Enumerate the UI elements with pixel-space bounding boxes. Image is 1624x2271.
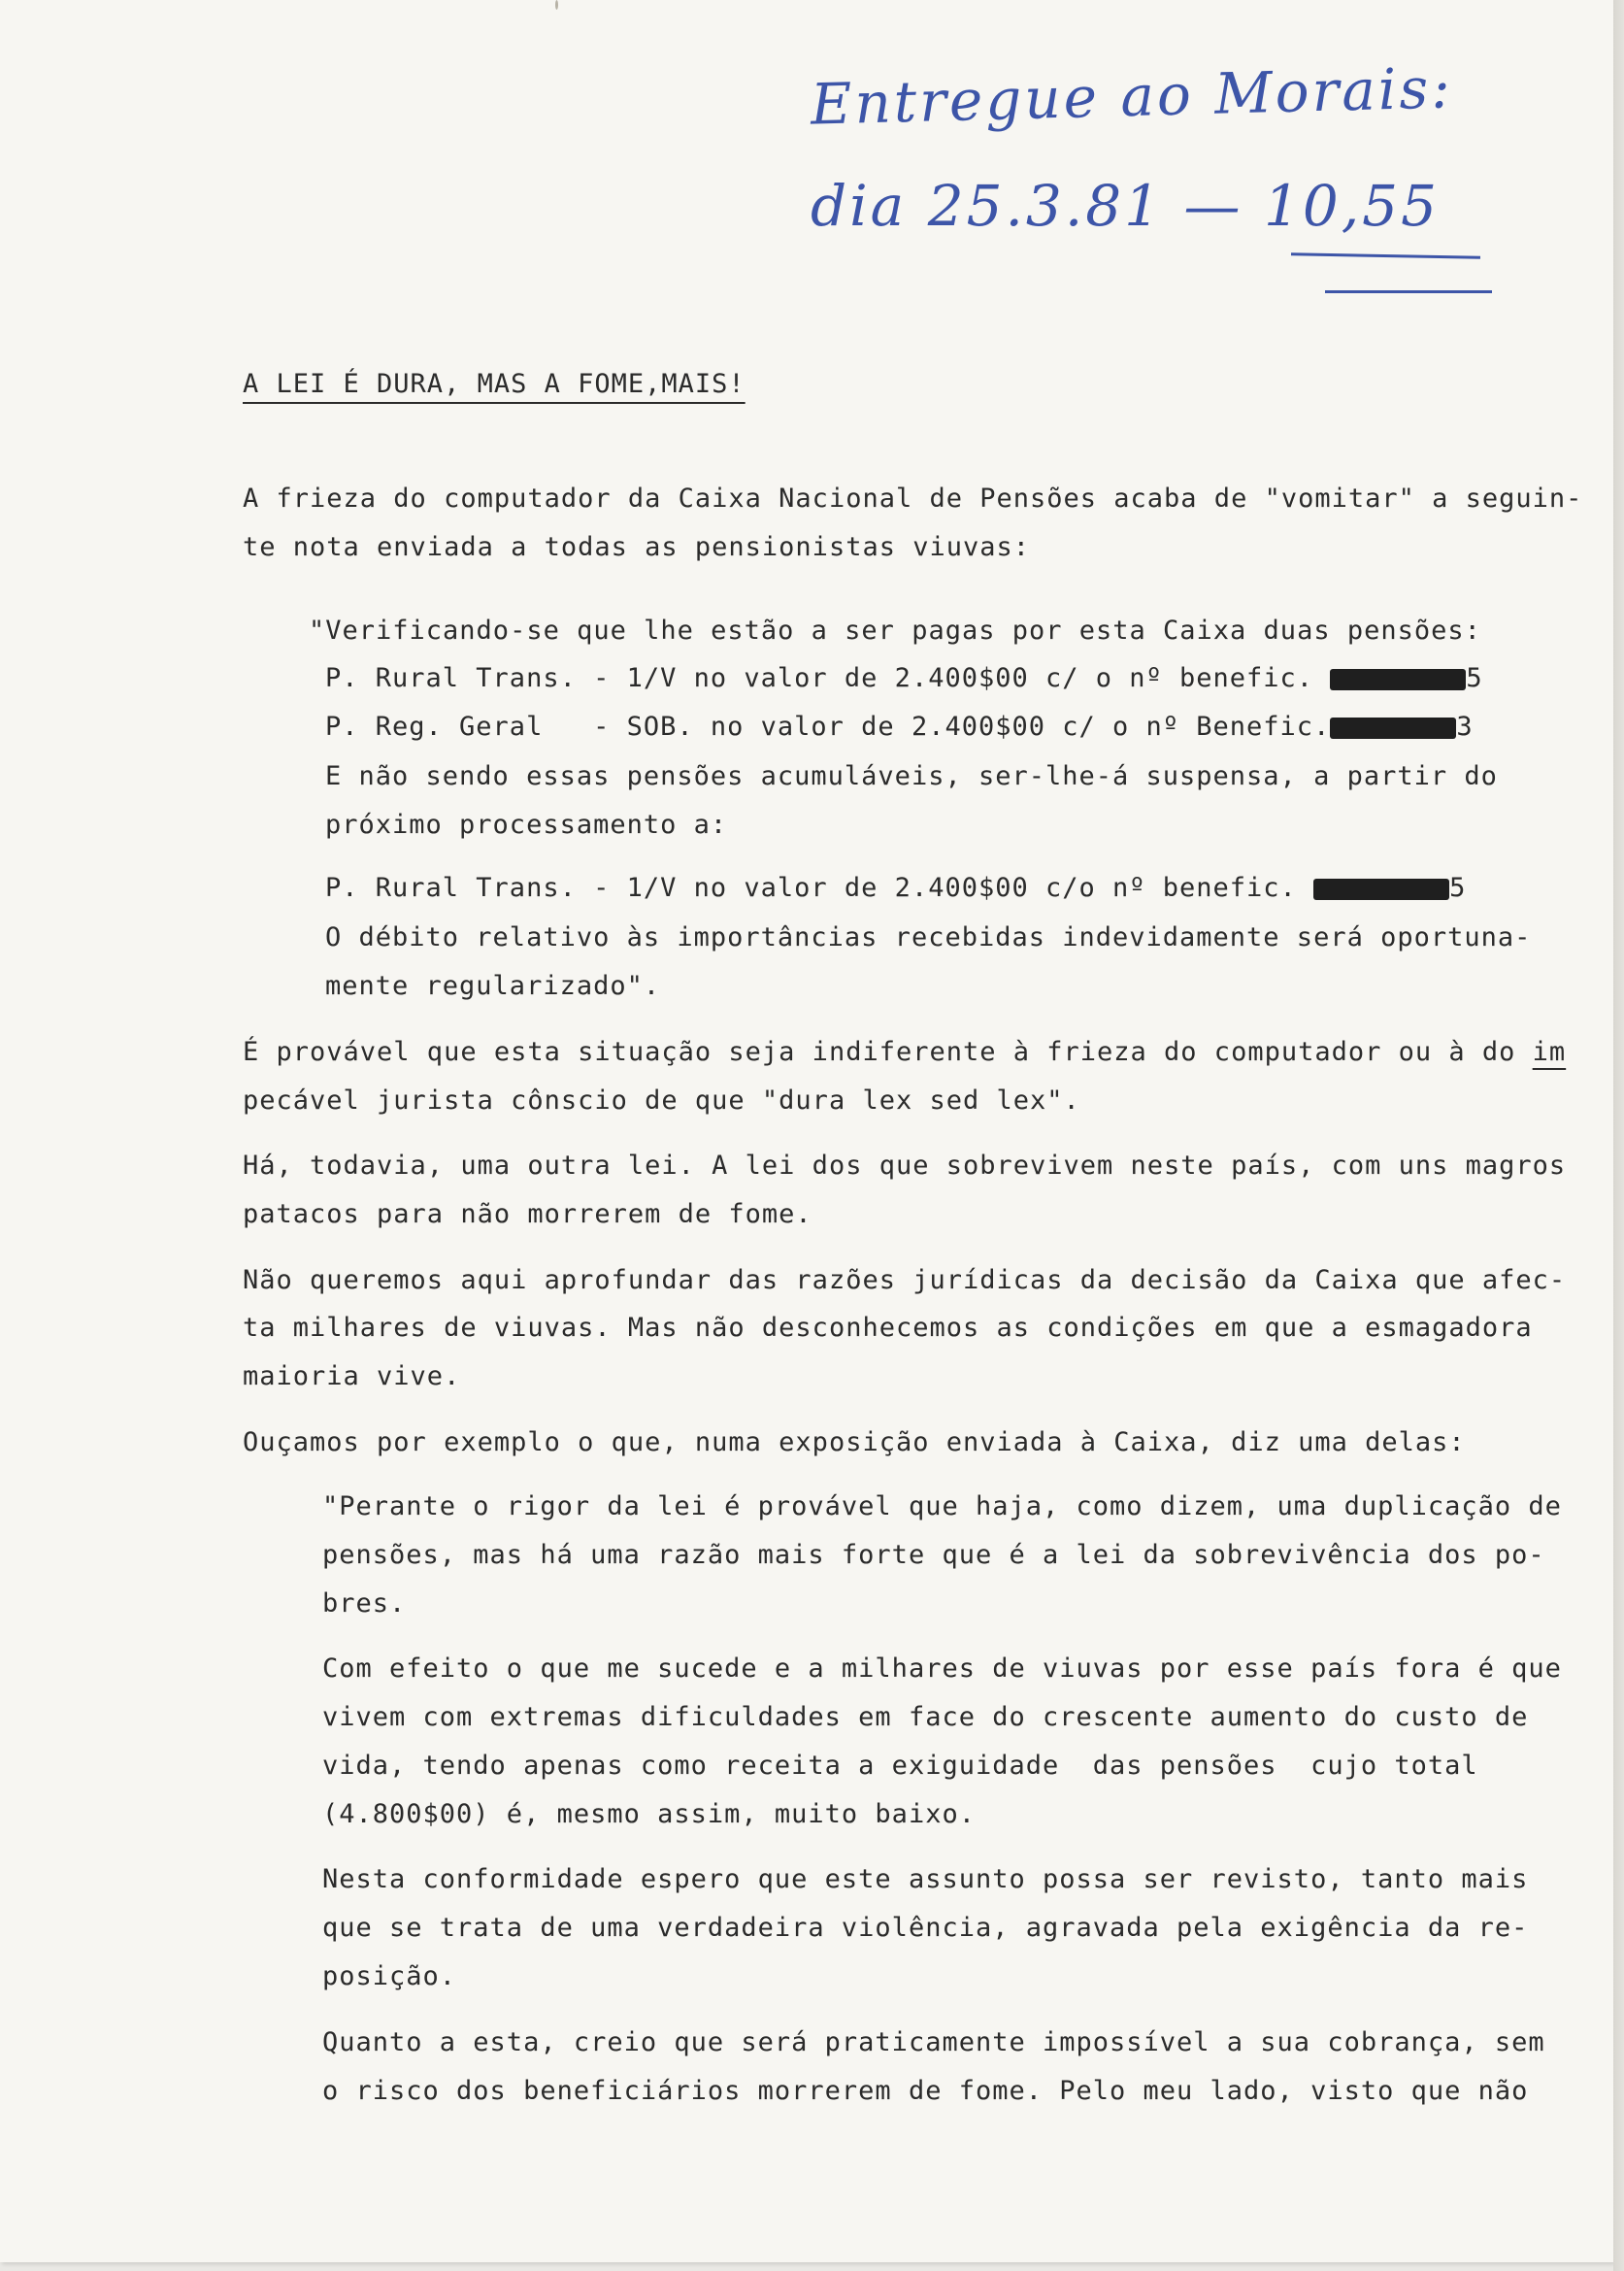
notice-line-3-end: 3 — [1456, 712, 1474, 742]
notice-line-8: mente regularizado". — [325, 971, 661, 1001]
notice-line-3-text: P. Reg. Geral - SOB. no valor de 2.400$00 c/ o nº Benefic. — [325, 712, 1331, 742]
notice-line-6 — [325, 873, 1466, 903]
redaction-bar — [1330, 718, 1456, 739]
notice-line-7: O débito relativo às importâncias recebidas indevidamente será oportuna- — [325, 922, 1532, 952]
letter-para-3-line-3: posição. — [322, 1961, 457, 1991]
notice-line-2-end: 5 — [1466, 663, 1483, 693]
intro-line-1: A frieza do computador da Caixa Nacional de Pensões acaba de "vomitar" a seguin- — [243, 484, 1583, 514]
letter-para-2-line-1: Com efeito o que me sucede e a milhares de viuvas por esse país fora é que — [322, 1653, 1562, 1684]
letter-para-4-line-2: o risco dos beneficiários morrerem de fome. Pelo meu lado, visto que não — [322, 2076, 1529, 2106]
redaction-bar — [1313, 879, 1449, 900]
notice-line-4: E não sendo essas pensões acumuláveis, ser-lhe-á suspensa, a partir do — [325, 761, 1498, 791]
paragraph-2-line-1: Há, todavia, uma outra lei. A lei dos que sobrevivem neste país, com uns magros — [243, 1151, 1567, 1181]
handwritten-note-line1: Entregue ao Morais: — [810, 54, 1454, 138]
notice-line-1: "Verificando-se que lhe estão a ser pagas por esta Caixa duas pensões: — [309, 616, 1481, 646]
paragraph-3-line-3: maioria vive. — [243, 1361, 461, 1391]
redaction-bar — [1330, 669, 1466, 690]
page-edge — [1613, 0, 1624, 2271]
letter-para-1-line-2: pensões, mas há uma razão mais forte que é a lei da sobrevivência dos po- — [322, 1540, 1545, 1570]
paragraph-2-line-2: patacos para não morrerem de fome. — [243, 1199, 812, 1229]
document-title: A LEI É DURA, MAS A FOME,MAIS! — [243, 369, 746, 399]
paragraph-3-line-1: Não queremos aqui aprofundar das razões jurídicas da decisão da Caixa que afec- — [243, 1265, 1567, 1295]
handwritten-note-line2: dia 25.3.81 — 10,55 — [811, 173, 1440, 239]
paragraph-4-line-1: Ouçamos por exemplo o que, numa exposição enviada à Caixa, diz uma delas: — [243, 1427, 1466, 1457]
letter-para-3-line-1: Nesta conformidade espero que este assunto possa ser revisto, tanto mais — [322, 1864, 1529, 1894]
paragraph-1-line-1 — [243, 1037, 1566, 1067]
paragraph-3-line-2: ta milhares de viuvas. Mas não desconhecemos as condições em que a esmagadora — [243, 1313, 1533, 1343]
notice-line-2-text: P. Rural Trans. - 1/V no valor de 2.400$00 c/ o nº benefic. — [325, 663, 1331, 693]
letter-para-3-line-2: que se trata de uma verdadeira violência, agravada pela exigência da re- — [322, 1913, 1529, 1943]
notice-line-3 — [325, 712, 1474, 742]
letter-para-4-line-1: Quanto a esta, creio que será praticamente impossível a sua cobrança, sem — [322, 2027, 1545, 2057]
notice-line-6-text: P. Rural Trans. - 1/V no valor de 2.400$00 c/o nº benefic. — [325, 873, 1314, 903]
letter-para-2-line-2: vivem com extremas dificuldades em face do crescente aumento do custo de — [322, 1702, 1529, 1732]
intro-line-2: te nota enviada a todas as pensionistas viuvas: — [243, 532, 1031, 562]
handwritten-underline-2 — [1325, 290, 1492, 293]
letter-para-1-line-1: "Perante o rigor da lei é provável que haja, como dizem, uma duplicação de — [322, 1491, 1562, 1521]
notice-line-2 — [325, 663, 1483, 693]
paragraph-1-line-1-underlined: im — [1532, 1037, 1567, 1067]
letter-para-2-line-3: vida, tendo apenas como receita a exiguidade das pensões cujo total — [322, 1751, 1478, 1781]
letter-para-1-line-3: bres. — [322, 1588, 407, 1619]
paper-mark — [555, 0, 558, 10]
notice-line-5: próximo processamento a: — [325, 810, 728, 840]
letter-para-2-line-4: (4.800$00) é, mesmo assim, muito baixo. — [322, 1799, 976, 1829]
paragraph-1-line-2: pecável jurista cônscio de que "dura lex sed lex". — [243, 1085, 1080, 1116]
notice-line-6-end: 5 — [1449, 873, 1467, 903]
paragraph-1-line-1-text: É provável que esta situação seja indiferente à frieza do computador ou à do — [243, 1037, 1533, 1067]
